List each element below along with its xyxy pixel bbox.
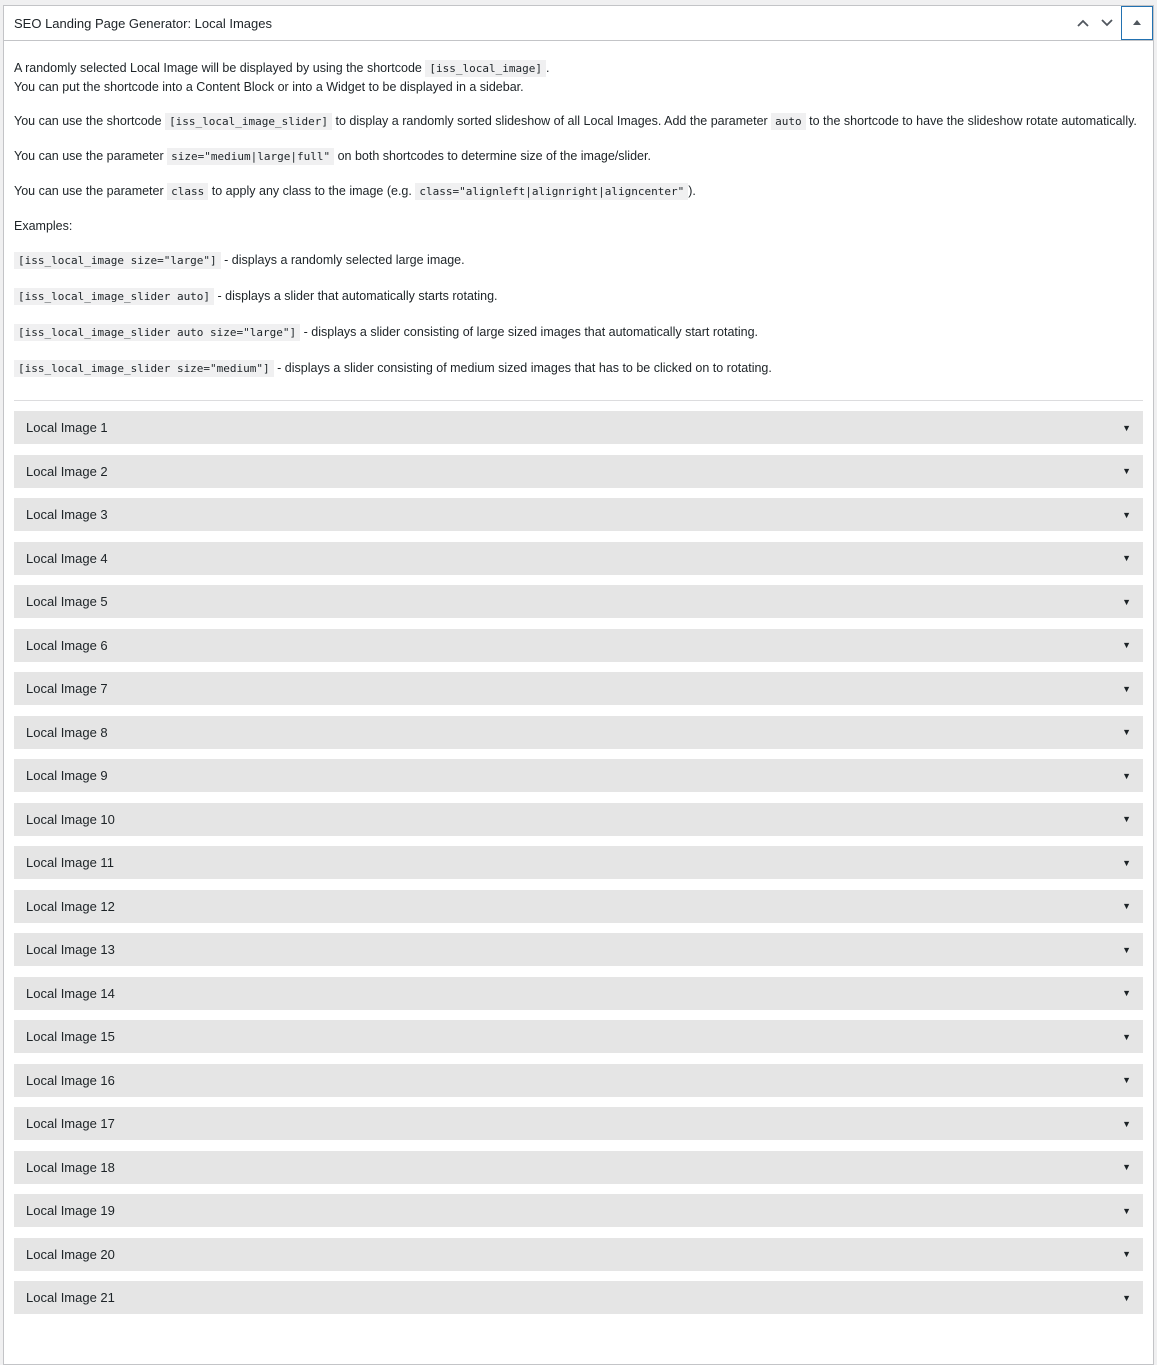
- local-image-16-toggle[interactable]: [14, 1064, 1143, 1097]
- local-image-label: Local Image 20: [26, 1246, 115, 1262]
- example-item: [14, 359, 1143, 378]
- caret-down-icon: ▼: [1122, 640, 1131, 650]
- move-up-button[interactable]: [1071, 6, 1095, 40]
- local-image-4-toggle[interactable]: [14, 542, 1143, 575]
- parameter-auto: auto: [771, 113, 806, 130]
- local-image-14-toggle[interactable]: [14, 977, 1143, 1010]
- caret-down-icon: ▼: [1122, 901, 1131, 911]
- local-image-11-toggle[interactable]: [14, 846, 1143, 879]
- local-image-15-toggle[interactable]: [14, 1020, 1143, 1053]
- local-image-label: Local Image 16: [26, 1072, 115, 1088]
- caret-down-icon: ▼: [1122, 1205, 1131, 1216]
- shortcode-local-image: [iss_local_image]: [425, 60, 546, 77]
- move-down-button[interactable]: [1095, 6, 1119, 40]
- intro-paragraph-1: A randomly selected Local Image will be displayed by using the shortcode [iss_local_image] . You can put the shortcode into a Content Block or into a Widget to be displayed in a sidebar.: [14, 61, 550, 94]
- divider: [14, 400, 1143, 401]
- examples-label: Examples:: [14, 219, 73, 233]
- caret-down-icon: ▼: [1122, 1292, 1131, 1303]
- caret-down-icon: ▼: [1122, 422, 1131, 433]
- triangle-up-icon: [1132, 18, 1142, 28]
- local-image-label: Local Image 4: [26, 550, 108, 566]
- handle-actions: [1071, 6, 1153, 40]
- caret-down-icon: ▼: [1122, 683, 1131, 694]
- parameter-size: size="medium|large|full": [167, 148, 334, 165]
- local-image-12-toggle[interactable]: [14, 890, 1143, 923]
- caret-down-icon: ▼: [1122, 857, 1131, 868]
- example-description: - displays a slider consisting of medium sized images that has to be clicked on to rotating.: [277, 361, 772, 375]
- chevron-down-icon: [1100, 16, 1114, 30]
- example-shortcode: [iss_local_image_slider auto size="large"]: [14, 324, 300, 341]
- local-image-10-toggle[interactable]: [14, 803, 1143, 836]
- example-shortcode: [iss_local_image size="large"]: [14, 252, 221, 269]
- local-image-label: Local Image 14: [26, 985, 115, 1001]
- local-image-label: Local Image 8: [26, 724, 108, 740]
- postbox-header: [4, 6, 1153, 41]
- caret-down-icon: ▼: [1122, 553, 1131, 563]
- local-image-label: Local Image 1: [26, 420, 108, 435]
- caret-down-icon: ▼: [1122, 1249, 1131, 1259]
- chevron-up-icon: [1076, 16, 1090, 30]
- toggle-panel-button[interactable]: [1121, 6, 1153, 40]
- local-image-label: Local Image 18: [26, 1159, 115, 1175]
- local-image-20-toggle[interactable]: [14, 1238, 1143, 1271]
- local-image-label: Local Image 3: [26, 507, 108, 522]
- caret-down-icon: ▼: [1122, 1118, 1131, 1129]
- local-image-2-toggle[interactable]: [14, 455, 1143, 488]
- example-item: [14, 323, 1143, 342]
- local-image-18-toggle[interactable]: [14, 1151, 1143, 1184]
- shortcode-local-image-slider: [iss_local_image_slider]: [165, 113, 332, 130]
- local-image-label: Local Image 5: [26, 594, 108, 609]
- example-item: [14, 287, 1143, 306]
- caret-down-icon: ▼: [1122, 1162, 1131, 1172]
- local-image-8-toggle[interactable]: [14, 716, 1143, 749]
- local-image-label: Local Image 11: [26, 855, 114, 870]
- example-shortcode: [iss_local_image_slider auto]: [14, 288, 214, 305]
- example-item: [14, 251, 1143, 270]
- local-image-7-toggle[interactable]: [14, 672, 1143, 705]
- intro-paragraph-3: You can use the parameter size="medium|large|full" on both shortcodes to determine size of the image/slider.: [14, 149, 651, 163]
- parameter-class-example: class="alignleft|alignright|aligncenter": [415, 183, 688, 200]
- example-description: - displays a slider that automatically starts rotating.: [217, 289, 498, 303]
- intro-paragraph-2: You can use the shortcode [iss_local_image_slider] to display a randomly sorted slideshow of all Local Images. Add the parameter auto to the shortcode to have the slideshow rotate automatically.: [14, 114, 1137, 128]
- local-image-1-toggle[interactable]: [14, 411, 1143, 444]
- intro-paragraph-4: You can use the parameter class to apply any class to the image (e.g. class="alignleft|alignright|aligncenter" ).: [14, 184, 696, 198]
- caret-down-icon: ▼: [1122, 944, 1131, 955]
- local-image-5-toggle[interactable]: [14, 585, 1143, 618]
- local-image-17-toggle[interactable]: [14, 1107, 1143, 1140]
- local-images-accordion: [14, 411, 1143, 1314]
- examples-list: [14, 251, 1143, 378]
- local-images-postbox: [3, 5, 1154, 1365]
- local-image-label: Local Image 2: [26, 463, 108, 479]
- caret-down-icon: ▼: [1122, 988, 1131, 998]
- local-image-13-toggle[interactable]: [14, 933, 1143, 966]
- local-image-label: Local Image 12: [26, 898, 115, 914]
- local-image-label: Local Image 13: [26, 942, 115, 957]
- caret-down-icon: ▼: [1122, 1031, 1131, 1042]
- local-image-label: Local Image 21: [26, 1290, 115, 1305]
- caret-down-icon: ▼: [1122, 1075, 1131, 1085]
- parameter-class: class: [167, 183, 208, 200]
- caret-down-icon: ▼: [1122, 770, 1131, 781]
- example-description: - displays a randomly selected large image.: [224, 253, 465, 267]
- local-image-label: Local Image 15: [26, 1029, 115, 1044]
- local-image-6-toggle[interactable]: [14, 629, 1143, 662]
- caret-down-icon: ▼: [1122, 727, 1131, 737]
- postbox-content: [4, 41, 1153, 1314]
- local-image-label: Local Image 6: [26, 637, 108, 653]
- local-image-9-toggle[interactable]: [14, 759, 1143, 792]
- local-image-label: Local Image 10: [26, 811, 115, 827]
- local-image-19-toggle[interactable]: [14, 1194, 1143, 1227]
- local-image-label: Local Image 17: [26, 1116, 115, 1131]
- caret-down-icon: ▼: [1122, 509, 1131, 520]
- local-image-label: Local Image 7: [26, 681, 108, 696]
- postbox-title: SEO Landing Page Generator: Local Images: [14, 15, 272, 31]
- local-image-21-toggle[interactable]: [14, 1281, 1143, 1314]
- example-description: - displays a slider consisting of large sized images that automatically start rotating.: [303, 325, 759, 339]
- local-image-label: Local Image 9: [26, 768, 108, 783]
- local-image-3-toggle[interactable]: [14, 498, 1143, 531]
- example-shortcode: [iss_local_image_slider size="medium"]: [14, 360, 274, 377]
- caret-down-icon: ▼: [1122, 596, 1131, 607]
- local-image-label: Local Image 19: [26, 1203, 115, 1218]
- caret-down-icon: ▼: [1122, 466, 1131, 476]
- caret-down-icon: ▼: [1122, 814, 1131, 824]
